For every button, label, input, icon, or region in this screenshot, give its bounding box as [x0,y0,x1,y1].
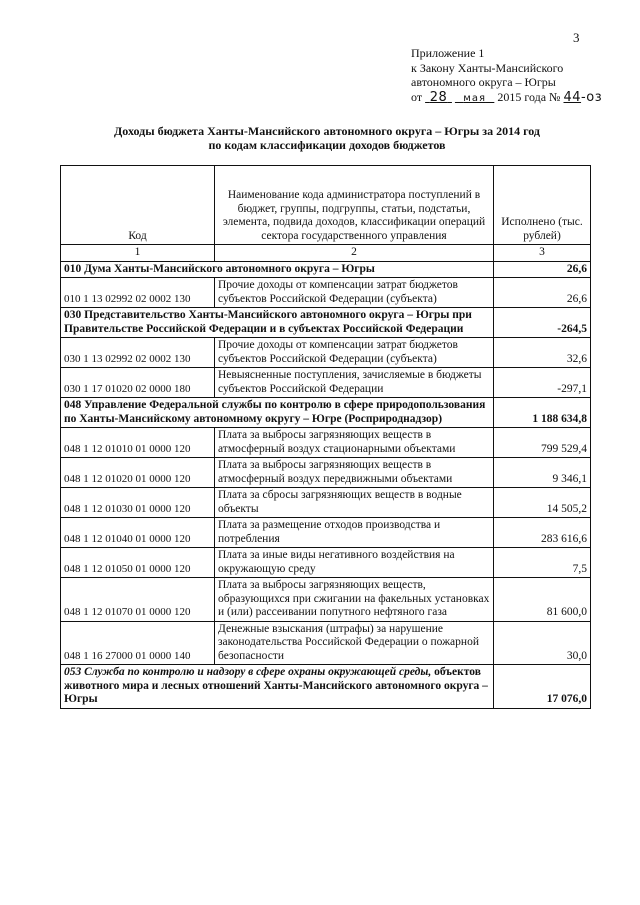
section-name: 030 Представительство Ханты-Мансийского автономного округа – Югры при Правительстве Российской Федерации и в субъектах Российской Федерации [61,308,494,338]
row-amount: 14 505,2 [494,488,591,518]
revenue-table [60,165,591,709]
page-number: 3 [573,30,580,45]
row-amount: 1 188 634,8 [494,398,591,428]
row-name: Плата за сбросы загрязняющих веществ в водные объекты [215,488,494,518]
row-name: Плата за выбросы загрязняющих веществ, образующихся при сжигании на факельных установках и (или) рассеивании попутного нефтяного газа [215,578,494,622]
table-row [61,338,591,368]
section-name-rest: объектов животного мира и лесных отношений Ханты-Мансийского автономного округа – Югры [64,666,488,705]
table-row [61,488,591,518]
appendix-suffix: -оз [581,89,603,105]
appendix-line-2: к Закону Ханты-Мансийского [411,60,564,75]
table-header-row [61,166,591,245]
table-row [61,665,591,709]
section-name-italic: 053 Служба по контролю и надзору в сфере охраны окружающей среды, [64,666,432,678]
row-amount: 9 346,1 [494,458,591,488]
row-code: 048 1 12 01030 01 0000 120 [61,488,215,518]
column-number: 2 [215,245,494,262]
section-name [61,665,494,709]
appendix-block [411,46,602,106]
table-row [61,261,591,278]
header-name: Наименование кода администратора поступлений в бюджет, группы, подгруппы, статьи, подстатьи, элемента, подвида доходов, классификации операций сектора государственного управления [215,166,494,245]
column-number: 3 [494,245,591,262]
row-name: Прочие доходы от компенсации затрат бюджетов субъектов Российской Федерации (субъекта) [215,278,494,308]
column-numbers-row [61,245,591,262]
row-code: 048 1 12 01050 01 0000 120 [61,548,215,578]
appendix-year: 2015 года № [497,89,561,104]
row-name: Плата за выбросы загрязняющих веществ в атмосферный воздух стационарными объектами [215,428,494,458]
row-name: Плата за выбросы загрязняющих веществ в атмосферный воздух передвижными объектами [215,458,494,488]
row-amount: 26,6 [494,278,591,308]
table-row [61,278,591,308]
row-name: Плата за размещение отходов производства и потребления [215,518,494,548]
row-code: 048 1 12 01020 01 0000 120 [61,458,215,488]
row-name: Денежные взыскания (штрафы) за нарушение законодательства Российской Федерации о пожарной безопасности [215,621,494,665]
appendix-line-3: автономного округа – Югры [411,75,556,89]
row-name: Невыясненные поступления, зачисляемые в бюджеты субъектов Российской Федерации [215,368,494,398]
document-title [60,124,594,152]
title-line-1: Доходы бюджета Ханты-Мансийского автономного округа – Югры за 2014 год [114,124,540,138]
row-code: 048 1 16 27000 01 0000 140 [61,621,215,665]
table-row [61,518,591,548]
row-amount: 26,6 [494,261,591,278]
row-name: Прочие доходы от компенсации затрат бюджетов субъектов Российской Федерации (субъекта) [215,338,494,368]
appendix-from: от [411,89,423,104]
table-row [61,398,591,428]
row-amount: 7,5 [494,548,591,578]
row-amount: 81 600,0 [494,578,591,622]
row-amount: -264,5 [494,308,591,338]
row-code: 010 1 13 02992 02 0002 130 [61,278,215,308]
appendix-day: 28 [429,89,448,105]
table-row [61,368,591,398]
row-code: 048 1 12 01040 01 0000 120 [61,518,215,548]
table-row [61,308,591,338]
row-code: 048 1 12 01070 01 0000 120 [61,578,215,622]
row-amount: 30,0 [494,621,591,665]
row-amount: 799 529,4 [494,428,591,458]
appendix-line-4 [411,90,602,107]
column-number: 1 [61,245,215,262]
title-line-2: по кодам классификации доходов бюджетов [208,138,446,152]
appendix-month: мая [463,92,486,104]
row-code: 030 1 13 02992 02 0002 130 [61,338,215,368]
table-row [61,428,591,458]
table-row [61,578,591,622]
row-amount: 32,6 [494,338,591,368]
table-row [61,458,591,488]
section-name: 048 Управление Федеральной службы по контролю в сфере природопользования по Ханты-Мансийскому автономному округу – Югре (Росприроднадзор) [61,398,494,428]
header-amount: Исполнено (тыс. рублей) [494,166,591,245]
row-amount: 17 076,0 [494,665,591,709]
header-code: Код [61,166,215,245]
row-code: 048 1 12 01010 01 0000 120 [61,428,215,458]
row-code: 030 1 17 01020 02 0000 180 [61,368,215,398]
appendix-number: 44 [563,89,582,105]
table-row [61,548,591,578]
row-amount: -297,1 [494,368,591,398]
row-name: Плата за иные виды негативного воздействия на окружающую среду [215,548,494,578]
appendix-line-1: Приложение 1 [411,46,485,60]
table-row [61,621,591,665]
section-name: 010 Дума Ханты-Мансийского автономного округа – Югры [61,261,494,278]
row-amount: 283 616,6 [494,518,591,548]
